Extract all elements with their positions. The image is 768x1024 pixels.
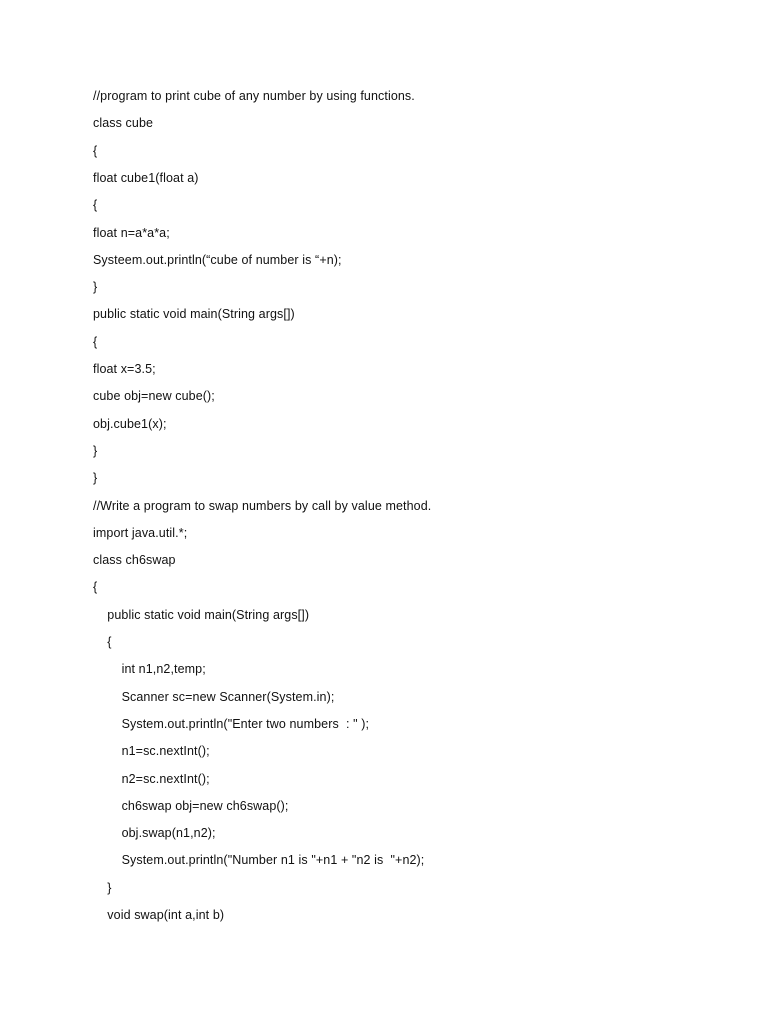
code-line: class ch6swap xyxy=(93,553,176,568)
code-line: obj.swap(n1,n2); xyxy=(93,826,216,841)
code-line: } xyxy=(93,471,98,486)
code-line: { xyxy=(93,635,112,649)
code-line: Scanner sc=new Scanner(System.in); xyxy=(93,689,335,704)
code-line: System.out.println("Enter two numbers : " ); xyxy=(93,716,370,731)
code-line: public static void main(String args[]) xyxy=(93,307,295,322)
code-line: } xyxy=(93,280,98,295)
code-line: n2=sc.nextInt(); xyxy=(93,771,210,786)
code-line: obj.cube1(x); xyxy=(93,416,167,431)
code-line: cube obj=new cube(); xyxy=(93,389,215,404)
code-line: float x=3.5; xyxy=(93,362,156,376)
code-line: float n=a*a*a; xyxy=(93,225,170,240)
code-line: { xyxy=(93,143,98,158)
code-line: } xyxy=(93,443,98,458)
code-line: System.out.println("Number n1 is "+n1 + "n2 is "+n2); xyxy=(93,853,425,868)
code-line: float cube1(float a) xyxy=(93,170,199,185)
code-line: int n1,n2,temp; xyxy=(93,662,206,677)
code-line: n1=sc.nextInt(); xyxy=(93,744,210,759)
code-line: ch6swap obj=new ch6swap(); xyxy=(93,798,289,813)
code-line: //Write a program to swap numbers by call by value method. xyxy=(93,498,432,513)
code-line: //program to print cube of any number by using functions. xyxy=(93,89,415,103)
code-line: { xyxy=(93,334,98,349)
code-line: { xyxy=(93,580,98,595)
code-line: class cube xyxy=(93,116,154,131)
code-line: import java.util.*; xyxy=(93,525,188,540)
code-line: public static void main(String args[]) xyxy=(93,607,310,622)
code-line: void swap(int a,int b) xyxy=(93,908,225,922)
code-line: } xyxy=(93,880,112,895)
code-line: Systeem.out.println(“cube of number is “+n); xyxy=(93,252,342,267)
code-line: { xyxy=(93,198,98,213)
